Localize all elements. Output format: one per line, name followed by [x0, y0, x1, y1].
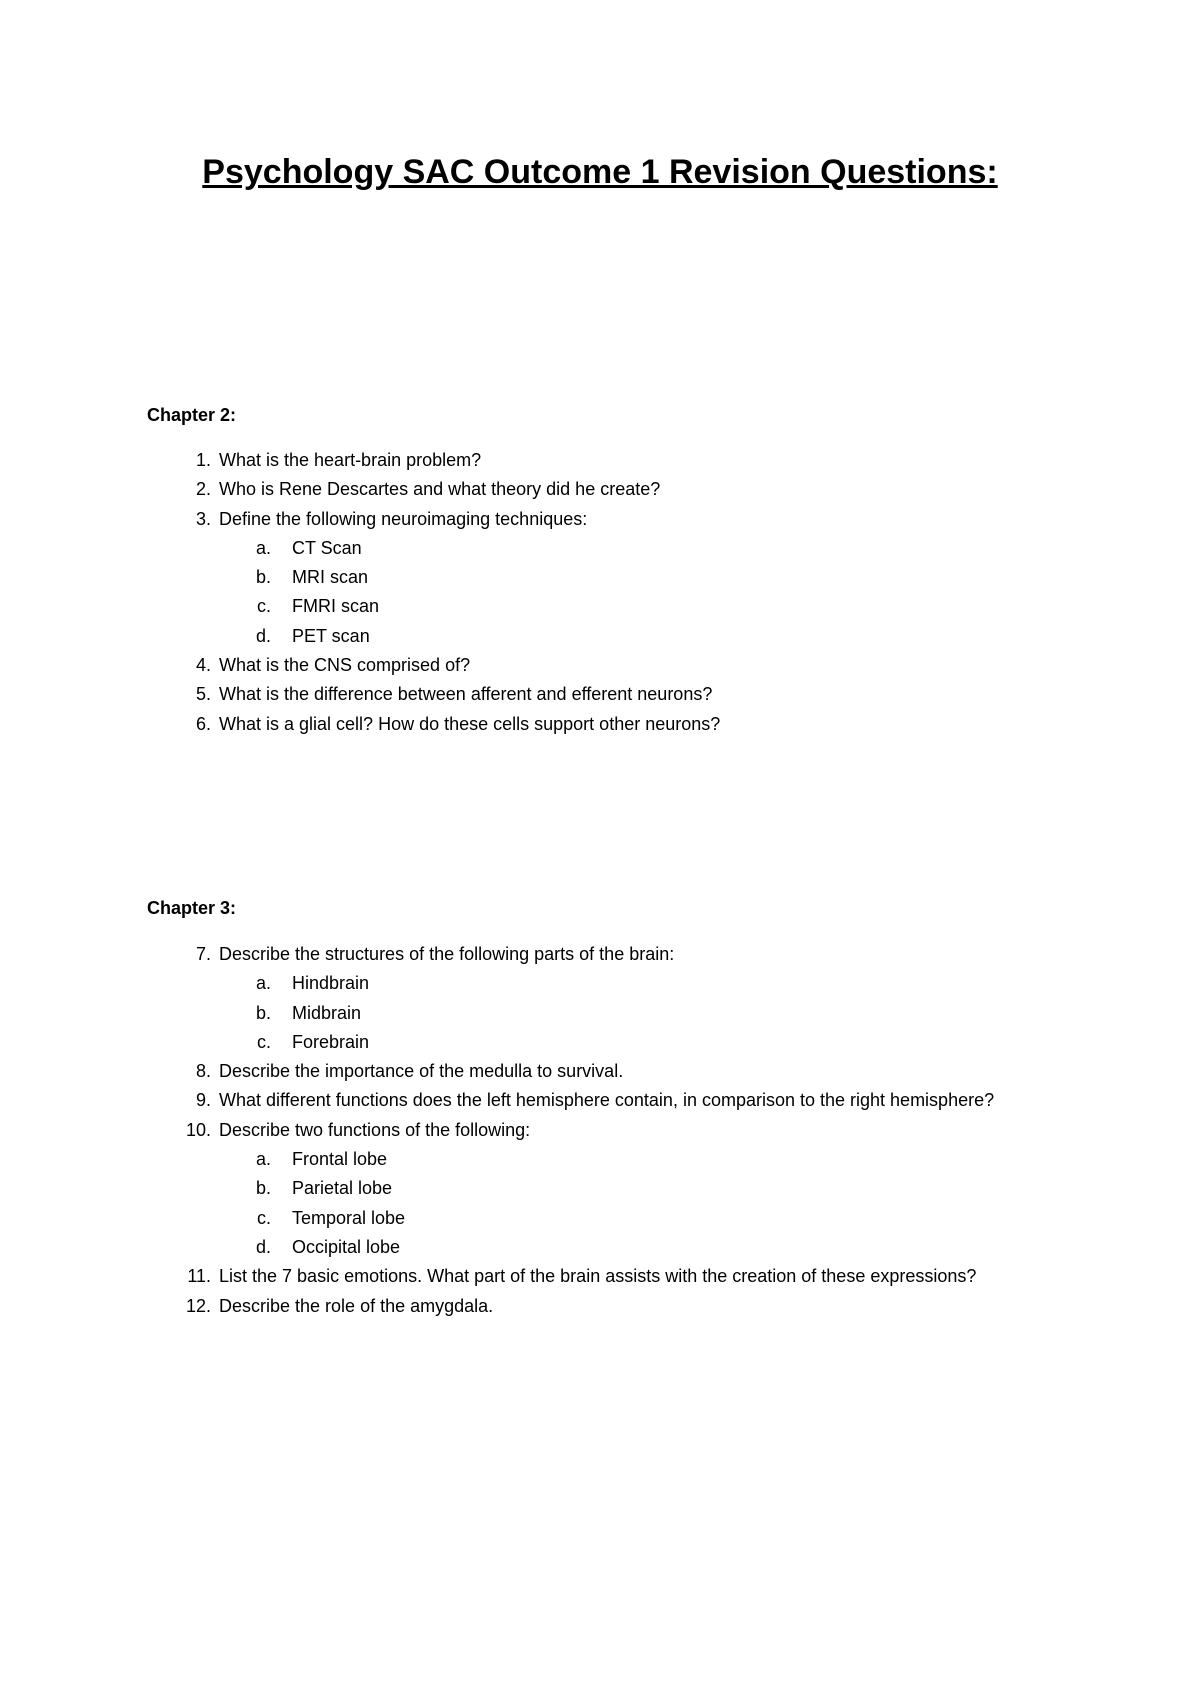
sub-question-text: FMRI scan: [292, 596, 380, 617]
question-text: What is the heart-brain problem?: [219, 450, 482, 470]
question-text: What is the CNS comprised of?: [219, 655, 471, 676]
sub-question-letter: d.: [255, 625, 271, 646]
question-text: Describe the role of the amygdala.: [219, 1295, 494, 1316]
sub-question-item: [0, 999, 1200, 1028]
question-item: [0, 1057, 1200, 1086]
sub-question-letter: a.: [255, 537, 271, 558]
sub-question-text: MRI scan: [292, 567, 369, 588]
question-text: What is a glial cell? How do these cells support other neurons?: [219, 713, 721, 734]
sub-question-letter: b.: [255, 567, 271, 588]
question-text: Describe the structures of the following parts of the brain:: [219, 944, 675, 964]
chapter-3-question-list: [0, 940, 1200, 1321]
question-number: 4.: [195, 655, 211, 676]
question-text: Define the following neuroimaging techniques:: [219, 508, 588, 529]
sub-question-item: [0, 1233, 1200, 1262]
question-text: What different functions does the left hemisphere contain, in comparison to the right hemisphere?: [219, 1090, 995, 1111]
sub-question-letter: a.: [255, 1149, 271, 1170]
sub-question-item: [0, 534, 1200, 563]
question-number: 7.: [195, 944, 211, 964]
sub-question-item: [0, 1174, 1200, 1203]
sub-question-text: Occipital lobe: [292, 1236, 401, 1257]
sub-question-text: Midbrain: [292, 1002, 362, 1023]
sub-question-letter: c.: [256, 1207, 271, 1228]
sub-question-letter: d.: [255, 1236, 271, 1257]
question-number: 8.: [195, 1061, 211, 1082]
sub-question-text: Forebrain: [292, 1031, 370, 1052]
sub-question-text: CT Scan: [292, 537, 362, 558]
sub-question-letter: c.: [256, 596, 271, 617]
question-number: 2.: [195, 479, 211, 500]
chapter-3-heading: Chapter 3:: [147, 898, 237, 918]
sub-question-text: Temporal lobe: [292, 1207, 406, 1228]
sub-question-text: Parietal lobe: [292, 1178, 393, 1199]
question-number: 9.: [195, 1090, 211, 1111]
question-number: 10.: [185, 1119, 211, 1140]
question-text: What is the difference between afferent and efferent neurons?: [219, 684, 713, 705]
question-item: [0, 505, 1200, 534]
question-text: Describe two functions of the following:: [219, 1119, 531, 1140]
question-item: [0, 1086, 1200, 1115]
chapter-2-question-list: [0, 446, 1200, 739]
sub-question-letter: b.: [255, 1178, 271, 1199]
question-item: [0, 475, 1200, 504]
question-item: [0, 710, 1200, 739]
sub-question-letter: c.: [256, 1031, 271, 1052]
question-text: Describe the importance of the medulla to survival.: [219, 1061, 624, 1082]
sub-question-item: [0, 563, 1200, 592]
question-text: List the 7 basic emotions. What part of the brain assists with the creation of these expressions?: [219, 1266, 977, 1287]
question-number: 3.: [195, 508, 211, 529]
question-item: [0, 446, 1200, 475]
question-item: [0, 1116, 1200, 1145]
sub-question-item: [0, 1028, 1200, 1057]
question-item: [0, 651, 1200, 680]
question-number: 12.: [185, 1295, 211, 1316]
sub-question-item: [0, 969, 1200, 998]
document-title: Psychology SAC Outcome 1 Revision Questions:: [202, 153, 998, 191]
question-number: 6.: [195, 713, 211, 734]
chapter-2-heading: Chapter 2:: [147, 405, 237, 425]
question-item: [0, 1292, 1200, 1321]
question-item: [0, 680, 1200, 709]
sub-question-letter: b.: [255, 1002, 271, 1023]
question-text: Who is Rene Descartes and what theory did he create?: [219, 479, 661, 500]
question-number: 5.: [195, 684, 211, 705]
sub-question-item: [0, 592, 1200, 621]
question-number: 11.: [187, 1266, 211, 1287]
sub-question-text: Frontal lobe: [292, 1149, 388, 1170]
sub-question-text: Hindbrain: [292, 973, 370, 994]
sub-question-item: [0, 1145, 1200, 1174]
question-item: [0, 1262, 1200, 1291]
sub-question-item: [0, 1204, 1200, 1233]
sub-question-text: PET scan: [292, 625, 370, 646]
question-item: [0, 940, 1200, 969]
sub-question-letter: a.: [255, 973, 271, 994]
sub-question-item: [0, 622, 1200, 651]
question-number: 1.: [195, 450, 211, 470]
